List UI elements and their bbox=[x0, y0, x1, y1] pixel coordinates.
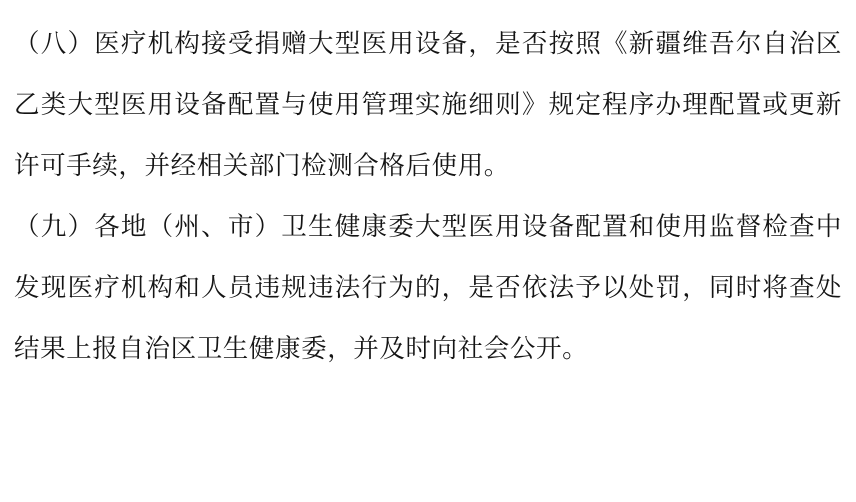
paragraph-eight: （八）医疗机构接受捐赠大型医用设备，是否按照《新疆维吾尔自治区乙类大型医用设备配置与使用管理实施细则》规定程序办理配置或更新许可手续，并经相关部门检测合格后使用。 bbox=[14, 29, 842, 181]
paragraph-nine: （九）各地（州、市）卫生健康委大型医用设备配置和使用监督检查中发现医疗机构和人员违规违法行为的，是否依法予以处罚，同时将查处结果上报自治区卫生健康委，并及时向社会公开。 bbox=[14, 212, 842, 364]
